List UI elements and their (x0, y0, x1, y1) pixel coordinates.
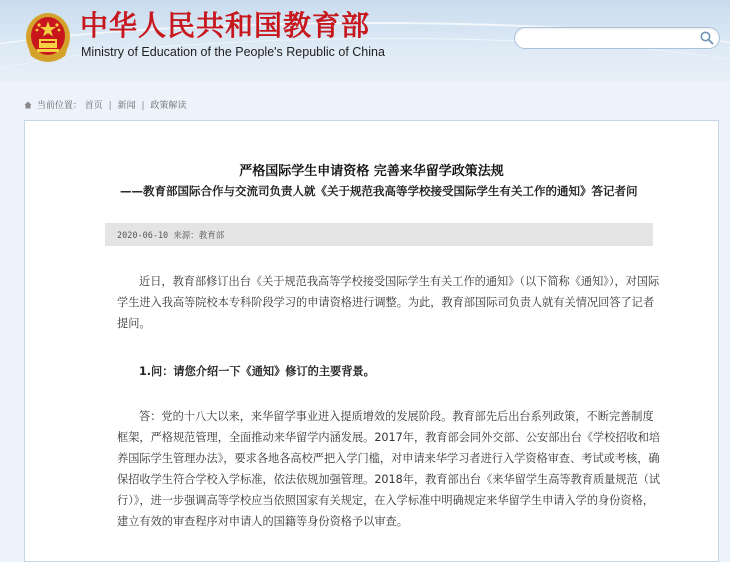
article-meta-bar (105, 223, 653, 246)
breadcrumb-news-link[interactable]: 新闻 (117, 101, 136, 111)
site-subtitle: Ministry of Education of the People's Republic of China (81, 45, 385, 59)
search-box[interactable] (514, 27, 720, 49)
article-meta: 2020-06-10 来源：教育部 (117, 231, 225, 241)
breadcrumb-separator: | (141, 101, 145, 111)
breadcrumb-policy-link[interactable]: 政策解读 (150, 101, 187, 111)
location-icon (24, 101, 32, 109)
article-panel (24, 120, 719, 562)
article-paragraph: 近日，教育部修订出台《关于规范我高等学校接受国际学生有关工作的通知》（以下简称《通知》），对国际学生进入我高等院校本专科阶段学习的申请资格进行调整。为此，教育部国际司负责人就有关情况回答了记者提问。 (117, 275, 660, 330)
search-icon[interactable] (699, 30, 715, 46)
article-subtitle: ——教育部国际合作与交流司负责人就《关于规范我高等学校接受国际学生有关工作的通知》答记者问 (120, 184, 638, 198)
search-input[interactable] (523, 30, 697, 50)
site-title[interactable]: 中华人民共和国教育部 (80, 9, 371, 42)
breadcrumb (24, 98, 186, 111)
breadcrumb-separator: | (108, 101, 112, 111)
article-question: 1.问：请您介绍一下《通知》修订的主要背景。 (139, 365, 375, 378)
breadcrumb-home-link[interactable]: 首页 (84, 101, 103, 111)
article-title: 严格国际学生申请资格 完善来华留学政策法规 (239, 164, 504, 179)
site-header (0, 0, 730, 82)
national-emblem-icon[interactable] (25, 10, 71, 64)
article-paragraph: 答：党的十八大以来，来华留学事业进入提质增效的发展阶段。教育部先后出台系列政策，不断完善制度框架，严格规范管理，全面推动来华留学内涵发展。2017年，教育部会同外交部、公安部出台《学校招收和培养国际学生管理办法》，要求各地各高校严把入学门槛，对申请来华学习者进行入学资格审查、考试或考核，确保招收学生符合学校入学标准，依法依规加强管理。2018年，教育部出台《来华留学生高等教育质量规范（试行）》，进一步强调高等学校应当依照国家有关规定，在入学标准中明确规定来华留学生申请入学的身份资格，建立有效的审查程序对申请人的国籍等身份资格予以审查。 (117, 410, 661, 528)
breadcrumb-prefix: 当前位置： (36, 101, 82, 111)
